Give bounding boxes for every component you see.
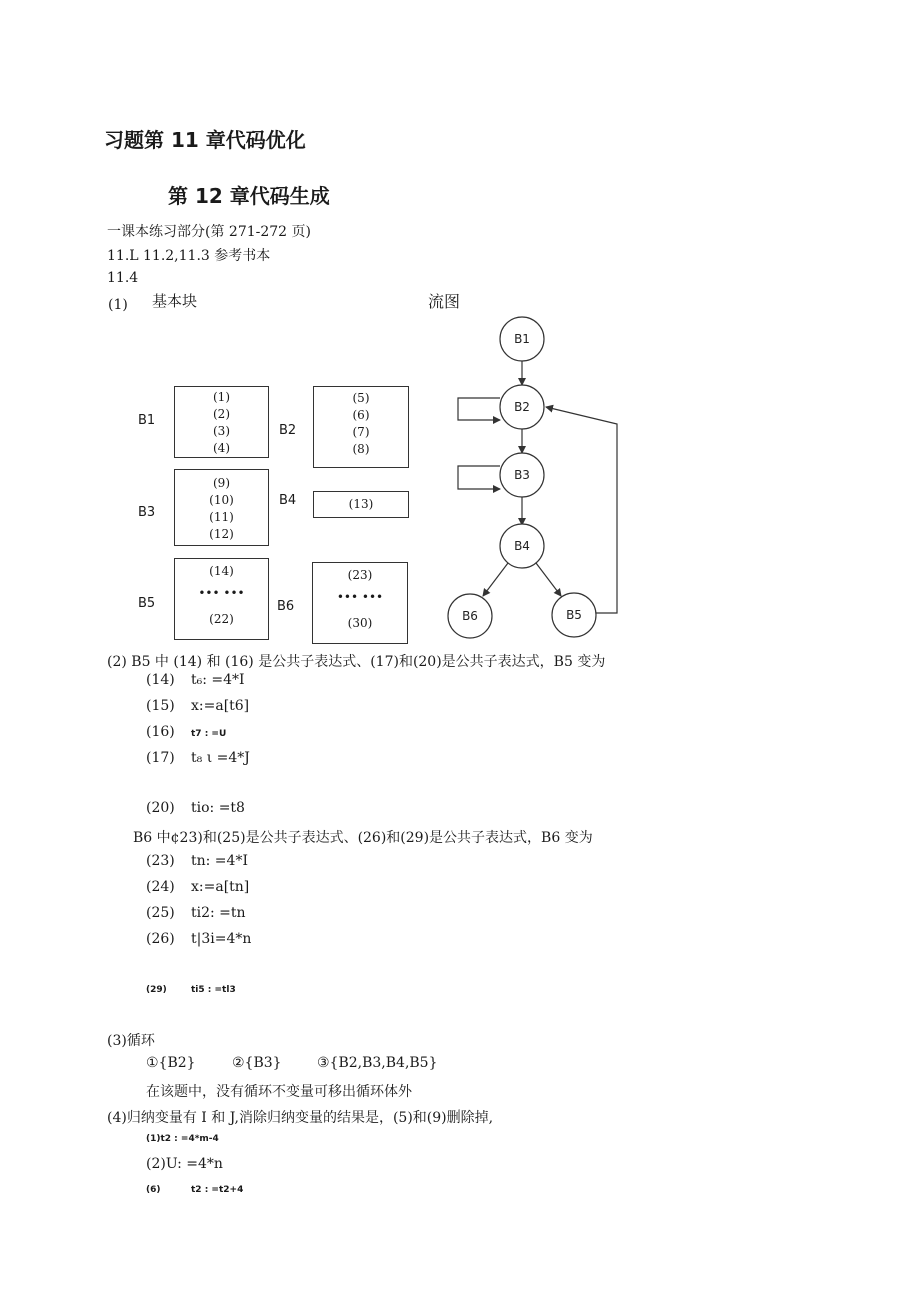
block-line: (13) xyxy=(348,497,374,511)
chapter-12-title: 第 12 章代码生成 xyxy=(168,184,330,208)
part4-line-2: (2)U: =4*n xyxy=(146,1156,223,1172)
block-line: (3) xyxy=(213,424,230,438)
block-label-b3: B3 xyxy=(138,505,156,520)
block-line: ••• ••• xyxy=(198,586,245,600)
edge-b4-b5 xyxy=(536,563,561,596)
block-label-b6: B6 xyxy=(277,599,295,614)
node-label-b1: B1 xyxy=(514,332,530,346)
block-line: (2) xyxy=(213,407,230,421)
b6-line-code: ti2: =tn xyxy=(191,905,246,921)
part1-number: (1) xyxy=(108,297,128,313)
b5-line-code: tio: =t8 xyxy=(191,800,245,816)
edge-b3-self-loop xyxy=(458,466,500,489)
edge-b5-b2 xyxy=(546,407,617,613)
b5-line-num: (17) xyxy=(146,750,175,766)
block-line: ••• ••• xyxy=(336,590,384,604)
basic-blocks-label: 基本块 xyxy=(152,292,198,310)
part4-heading: (4)归纳变量有 I 和 J,消除归纳变量的结果是，(5)和(9)删除掉, xyxy=(107,1110,494,1126)
block-line: (11) xyxy=(209,510,234,524)
block-line: (9) xyxy=(213,476,230,490)
b5-line-code: t₈ ι =4*J xyxy=(191,750,250,766)
block-line: (12) xyxy=(209,527,234,541)
part4-line-3-code: t2 : =t2+4 xyxy=(191,1185,244,1195)
block-b3 xyxy=(174,469,269,546)
block-line: (1) xyxy=(213,390,230,404)
block-line: (4) xyxy=(213,441,230,455)
flow-graph-label: 流图 xyxy=(428,292,461,311)
block-label-b4: B4 xyxy=(279,493,297,508)
block-b4 xyxy=(313,491,409,518)
node-label-b4: B4 xyxy=(514,539,530,553)
edge-b4-b6 xyxy=(483,563,508,596)
b6-line-num: (26) xyxy=(146,931,175,947)
part3-note: 在该题中，没有循环不变量可移出循环体外 xyxy=(146,1084,412,1100)
b6-line-num: (24) xyxy=(146,879,175,895)
loop-item: ②{B3} xyxy=(232,1055,282,1071)
block-line: (7) xyxy=(352,425,370,439)
b6-line-code: tn: =4*I xyxy=(191,853,248,869)
block-label-b1: B1 xyxy=(138,413,156,428)
b5-line-num: (15) xyxy=(146,698,175,714)
b6-small-num: (29) xyxy=(146,985,167,995)
intro-line-2: 11.L 11.2,11.3 参考书本 xyxy=(107,248,271,264)
block-label-b5: B5 xyxy=(138,596,156,611)
b6-line-code: t|3i=4*n xyxy=(191,931,252,947)
edge-b2-self-loop xyxy=(458,398,500,420)
b5-line-num: (16) xyxy=(146,724,175,740)
b5-line-code: t₆: =4*I xyxy=(191,672,245,688)
chapter-11-title: 习题第 11 章代码优化 xyxy=(104,128,306,152)
b6-heading: B6 中¢23)和(25)是公共子表达式、(26)和(29)是公共子表达式，B6 变为 xyxy=(133,830,593,846)
node-label-b2: B2 xyxy=(514,400,530,414)
block-b6 xyxy=(312,562,408,644)
b6-line-code: x:=a[tn] xyxy=(191,879,250,895)
intro-line-1: 一课本练习部分(第 271-272 页) xyxy=(107,224,311,240)
block-line: (22) xyxy=(209,612,234,626)
b5-line-num: (20) xyxy=(146,800,175,816)
block-line: (6) xyxy=(352,408,370,422)
block-line: (23) xyxy=(347,568,373,582)
loop-item: ①{B2} xyxy=(146,1055,196,1071)
intro-line-3: 11.4 xyxy=(107,270,139,286)
part4-line-1: (1)t2 : =4*m-4 xyxy=(146,1134,219,1144)
block-line: (30) xyxy=(347,616,373,630)
b5-line-num: (14) xyxy=(146,672,175,688)
b5-line-code: t7 : =U xyxy=(191,729,227,739)
loop-item: ③{B2,B3,B4,B5} xyxy=(317,1055,438,1071)
block-line: (14) xyxy=(209,564,234,578)
block-b5 xyxy=(174,558,269,640)
block-b1 xyxy=(174,386,269,458)
flow-graph xyxy=(440,310,640,650)
block-line: (8) xyxy=(352,442,370,456)
block-line: (5) xyxy=(352,391,370,405)
b6-line-num: (23) xyxy=(146,853,175,869)
part2-heading: (2) B5 中 (14) 和 (16) 是公共子表达式、(17)和(20)是公共子表达式，B5 变为 xyxy=(107,654,606,670)
block-line: (10) xyxy=(209,493,234,507)
node-label-b5: B5 xyxy=(566,608,582,622)
b6-line-num: (25) xyxy=(146,905,175,921)
b5-line-code: x:=a[t6] xyxy=(191,698,250,714)
block-label-b2: B2 xyxy=(279,423,297,438)
part3-heading: (3)循环 xyxy=(107,1033,155,1049)
block-b2 xyxy=(313,386,409,468)
b6-small-code: ti5 : =tl3 xyxy=(191,985,236,995)
node-label-b3: B3 xyxy=(514,468,530,482)
node-label-b6: B6 xyxy=(462,609,478,623)
part4-line-3-num: (6) xyxy=(146,1185,161,1195)
